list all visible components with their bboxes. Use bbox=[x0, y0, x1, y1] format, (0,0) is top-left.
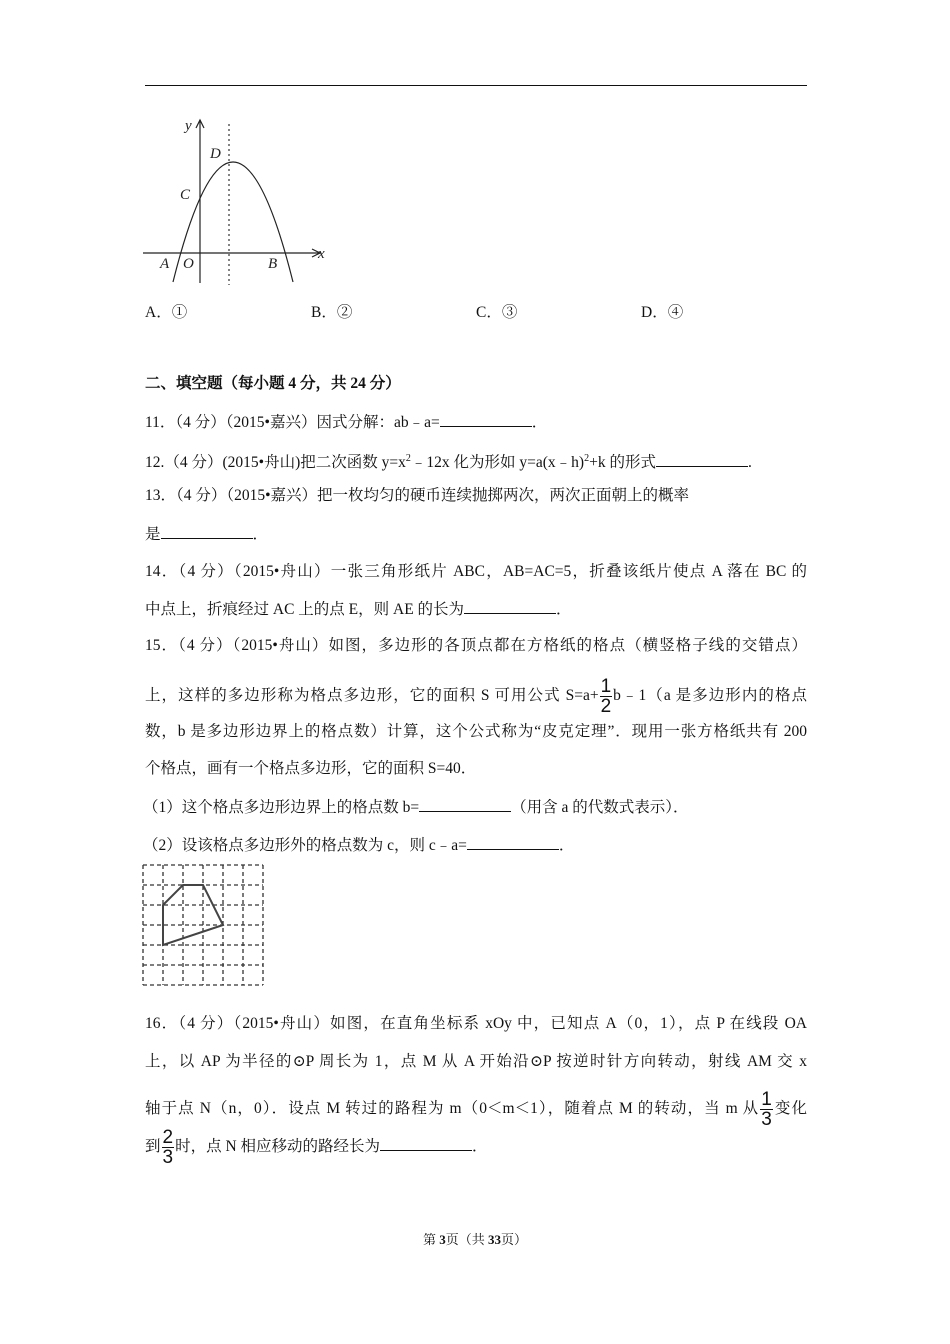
footer-a: 第 bbox=[422, 1232, 440, 1247]
answer-blank bbox=[419, 797, 511, 812]
frac-den: 3 bbox=[162, 1147, 174, 1168]
lattice-polygon bbox=[163, 885, 223, 945]
answer-blank bbox=[467, 835, 559, 850]
option-a: A．① bbox=[145, 304, 188, 321]
question-15-part1 bbox=[143, 797, 689, 818]
q15-sub2b: ． bbox=[558, 837, 575, 854]
label-a: A bbox=[160, 256, 170, 272]
question-16-line1: 16．（4 分）（2015•舟山）如图，在直角坐标系 xOy 中，已知点 A（0，1），点 P 在线段 OA bbox=[145, 1015, 807, 1032]
answer-blank bbox=[656, 452, 748, 467]
label-x: x bbox=[318, 246, 325, 262]
footer-c: 页） bbox=[501, 1232, 528, 1247]
question-14-line1: 14．（4 分）（2015•舟山）一张三角形纸片 ABC，AB=AC=5，折叠该纸片使点 A 落在 BC 的 bbox=[145, 563, 807, 580]
question-16-line4 bbox=[145, 1128, 488, 1167]
q16-line4a: 到 bbox=[145, 1138, 161, 1156]
question-12 bbox=[145, 449, 752, 473]
q16-line4b: 时，点 N 相应移动的路经长为 bbox=[175, 1138, 381, 1156]
fraction-half bbox=[600, 677, 613, 716]
q12-sup2: 2 bbox=[584, 453, 590, 464]
answer-blank bbox=[464, 599, 556, 614]
q12-b: ﹣12x 化为形如 y=a(x﹣h) bbox=[410, 454, 585, 472]
label-d: D bbox=[210, 146, 221, 162]
fraction-two-thirds bbox=[162, 1128, 175, 1167]
frac-num: 1 bbox=[761, 1089, 772, 1110]
answer-blank bbox=[161, 524, 253, 539]
page-footer bbox=[0, 1229, 950, 1248]
q15-line2a: 上，这样的多边形称为格点多边形，它的面积 S 可用公式 S=a+ bbox=[145, 687, 599, 705]
question-16-line3 bbox=[145, 1090, 807, 1129]
q16-line3a: 轴于点 N（n，0）．设点 M 转过的路程为 m（0＜m＜1），随着点 M 的转动，当 m 从 bbox=[145, 1100, 760, 1118]
q13-line2-text: 是 bbox=[145, 526, 161, 543]
frac-den: 2 bbox=[600, 696, 612, 717]
q12-c: +k 的形式 bbox=[589, 454, 656, 472]
q12-sup1: 2 bbox=[405, 453, 411, 464]
q15-sub1b: （用含 a 的代数式表示）． bbox=[511, 799, 689, 816]
footer-b: 页（共 bbox=[445, 1232, 488, 1247]
q14-line2-text: 中点上，折痕经过 AC 上的点 E，则 AE 的长为 bbox=[145, 601, 465, 618]
lattice-polygon-figure bbox=[140, 860, 270, 990]
fraction-one-third bbox=[760, 1090, 773, 1129]
q16-line3b: 变化 bbox=[773, 1100, 807, 1118]
q13-end: ． bbox=[252, 526, 269, 543]
frac-num: 1 bbox=[600, 676, 612, 697]
section-heading: 二、填空题（每小题 4 分，共 24 分） bbox=[145, 375, 401, 392]
question-16-line2: 上，以 AP 为半径的⊙P 周长为 1，点 M 从 A 开始沿⊙P 按逆时针方向转动，射线 AM 交 x bbox=[145, 1053, 807, 1070]
question-13-line2 bbox=[145, 524, 268, 545]
q11-end: ． bbox=[531, 414, 548, 431]
q14-end: ． bbox=[556, 601, 572, 618]
question-11 bbox=[145, 412, 547, 433]
question-15-line4: 个格点，画有一个格点多边形，它的面积 S=40． bbox=[145, 760, 477, 777]
q15-line2b: b﹣1（a 是多边形内的格点 bbox=[613, 687, 807, 705]
question-15-line1: 15．（4 分）（2015•舟山）如图，多边形的各顶点都在方格纸的格点（横竖格子线的交错点） bbox=[145, 637, 807, 654]
label-b: B bbox=[268, 256, 278, 272]
q15-sub1a: （1）这个格点多边形边界上的格点数 b= bbox=[143, 799, 420, 816]
answer-blank bbox=[380, 1136, 472, 1151]
frac-den: 3 bbox=[761, 1109, 772, 1130]
option-c: C．③ bbox=[476, 304, 518, 321]
label-o: O bbox=[183, 256, 194, 272]
answer-blank bbox=[440, 412, 532, 427]
question-13-line1: 13．（4 分）（2015•嘉兴）把一枚均匀的硬币连续抛掷两次，两次正面朝上的概率 bbox=[145, 487, 690, 504]
parabola-figure bbox=[140, 110, 340, 290]
q15-sub2a: （2）设该格点多边形外的格点数为 c，则 c﹣a= bbox=[143, 837, 467, 854]
page-number: 3 bbox=[439, 1232, 446, 1247]
question-14-line2 bbox=[145, 599, 572, 620]
q16-end: ． bbox=[472, 1138, 488, 1156]
label-y: y bbox=[185, 118, 192, 134]
q11-text: 11．（4 分）（2015•嘉兴）因式分解：ab﹣a= bbox=[145, 414, 440, 431]
frac-num: 2 bbox=[162, 1127, 174, 1148]
question-15-line3: 数，b 是多边形边界上的格点数）计算，这个公式称为“皮克定理”．现用一张方格纸共有 200 bbox=[145, 723, 807, 740]
option-b: B．② bbox=[311, 304, 353, 321]
question-15-part2 bbox=[143, 835, 574, 856]
q12-a: 12.（4 分）(2015•舟山)把二次函数 y=x bbox=[145, 454, 406, 472]
header-rule bbox=[145, 85, 807, 86]
label-c: C bbox=[180, 187, 191, 203]
option-d: D．④ bbox=[641, 304, 684, 321]
question-15-line2 bbox=[145, 677, 807, 716]
page-total: 33 bbox=[488, 1232, 501, 1247]
q12-end: . bbox=[747, 454, 752, 472]
